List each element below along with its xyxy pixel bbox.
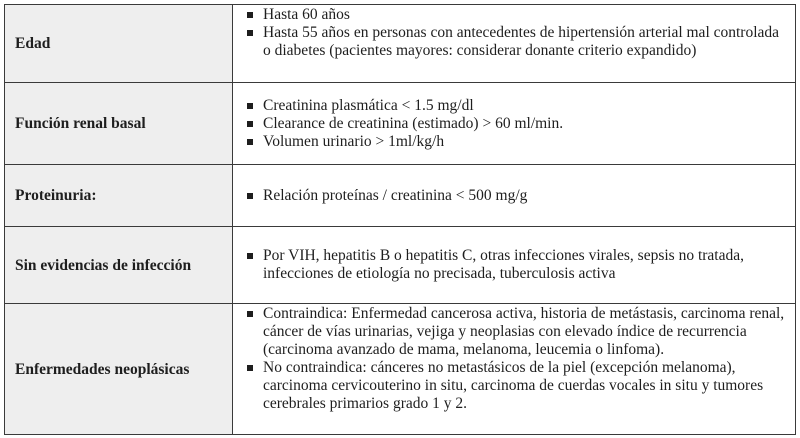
row-content xyxy=(233,165,795,226)
list-item: Clearance de creatinina (estimado) > 60 ml/min. xyxy=(245,115,787,133)
bullet-list xyxy=(245,6,787,60)
list-item: No contraindica: cánceres no metastásicos de la piel (excepción melanoma), carcinoma cervicouterino in situ, carcinoma de cuerdas vocales in situ y tumores cerebrales primarios grado 1 y 2. xyxy=(245,359,787,413)
table-row xyxy=(5,5,795,83)
list-item: Creatinina plasmática < 1.5 mg/dl xyxy=(245,97,787,115)
bullet-list xyxy=(245,97,787,151)
row-content xyxy=(233,83,795,164)
list-item: Volumen urinario > 1ml/kg/h xyxy=(245,133,787,151)
row-label-infeccion: Sin evidencias de infección xyxy=(5,227,233,303)
criteria-table xyxy=(4,4,796,435)
row-label-edad: Edad xyxy=(5,5,233,82)
row-content xyxy=(233,5,795,82)
table-row xyxy=(5,304,795,435)
bullet-list xyxy=(245,187,787,205)
table-row xyxy=(5,83,795,165)
table-row xyxy=(5,227,795,304)
row-label-funcion-renal: Función renal basal xyxy=(5,83,233,164)
list-item: Por VIH, hepatitis B o hepatitis C, otras infecciones virales, sepsis no tratada, infecciones de etiología no precisada, tuberculosis activa xyxy=(245,247,787,283)
list-item: Contraindica: Enfermedad cancerosa activa, historia de metástasis, carcinoma renal, cáncer de vías urinarias, vejiga y neoplasias con elevado índice de recurrencia (carcinoma avanzado de mama, melanoma, leucemia o linfoma). xyxy=(245,305,787,359)
row-content xyxy=(233,304,795,434)
row-content xyxy=(233,227,795,303)
bullet-list xyxy=(245,247,787,283)
list-item: Relación proteínas / creatinina < 500 mg/g xyxy=(245,187,787,205)
row-label-proteinuria: Proteinuria: xyxy=(5,165,233,226)
list-item: Hasta 60 años xyxy=(245,6,787,24)
table-row xyxy=(5,165,795,227)
bullet-list xyxy=(245,305,787,413)
list-item: Hasta 55 años en personas con antecedentes de hipertensión arterial mal controlada o diabetes (pacientes mayores: considerar donante criterio expandido) xyxy=(245,24,787,60)
row-label-neoplasicas: Enfermedades neoplásicas xyxy=(5,304,233,434)
